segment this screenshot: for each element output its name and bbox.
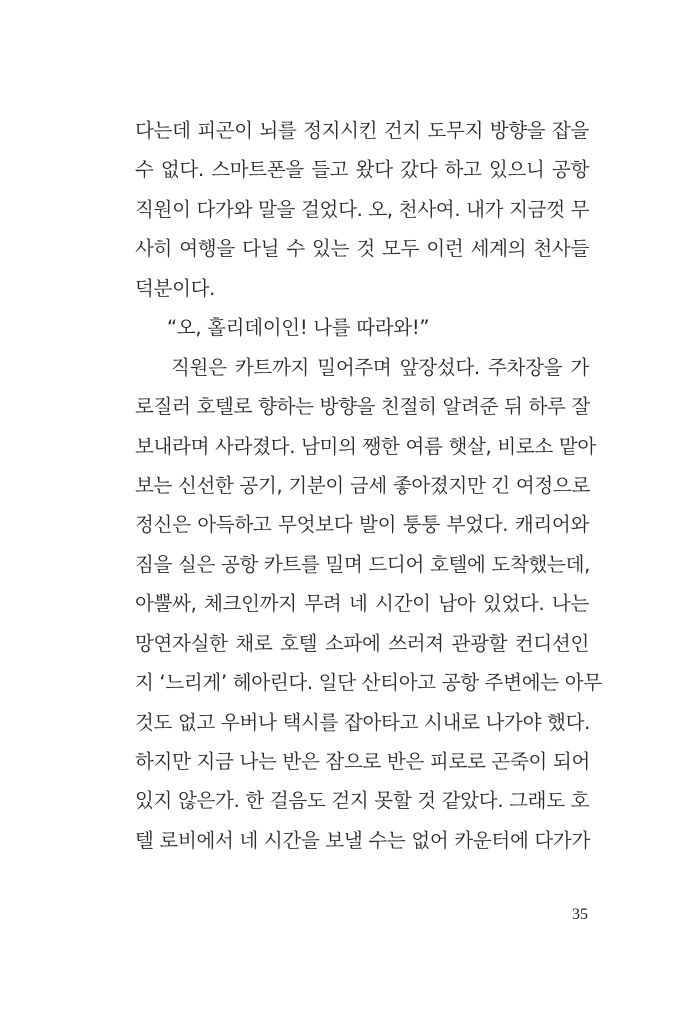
text-line: 덕분이다. bbox=[135, 276, 216, 300]
text-line: 망연자실한 채로 호텔 소파에 쓰러져 관광할 컨디션인 bbox=[135, 631, 589, 655]
text-line: 다는데 피곤이 뇌를 정지시킨 건지 도무지 방향을 잡을 bbox=[135, 119, 589, 142]
text-line: 보내라며 사라졌다. 남미의 쨍한 여름 햇살, 비로소 맡아 bbox=[135, 434, 596, 458]
text-line: 보는 신선한 공기, 기분이 금세 좋아졌지만 긴 여정으로 bbox=[135, 473, 591, 497]
text-line: 수 없다. 스마트폰을 들고 왔다 갔다 하고 있으니 공항 bbox=[135, 158, 589, 182]
text-line: 지 ‘느리게’ 헤아린다. 일단 산티아고 공항 주변에는 아무 bbox=[135, 671, 602, 695]
text-line: 정신은 아득하고 무엇보다 발이 퉁퉁 부었다. 캐리어와 bbox=[135, 513, 589, 537]
body-text bbox=[135, 111, 602, 860]
text-line: 있지 않은가. 한 걸음도 걷지 못할 것 같았다. 그래도 호 bbox=[135, 789, 590, 813]
text-line: 짐을 실은 공항 카트를 밀며 드디어 호텔에 도착했는데, bbox=[135, 552, 591, 576]
text-line: 로질러 호텔로 향하는 방향을 친절히 알려준 뒤 하루 잘 bbox=[135, 395, 591, 419]
text-line: 직원은 카트까지 밀어주며 앞장섰다. 주차장을 가 bbox=[171, 355, 589, 379]
text-line: 아뿔싸, 체크인까지 무려 네 시간이 남아 있었다. 나는 bbox=[135, 592, 589, 616]
text-line: 하지만 지금 나는 반은 잠으로 반은 피로로 곤죽이 되어 bbox=[135, 750, 591, 773]
text-line: 것도 없고 우버나 택시를 잡아타고 시내로 나가야 했다. bbox=[135, 710, 591, 734]
text-line: 직원이 다가와 말을 걸었다. 오, 천사여. 내가 지금껏 무 bbox=[135, 197, 590, 221]
page-number: 35 bbox=[572, 906, 588, 923]
text-line: 사히 여행을 다닐 수 있는 것 모두 이런 세계의 천사들 bbox=[135, 237, 589, 261]
dialogue-line: “오, 홀리데이인! 나를 따라와!” bbox=[167, 316, 430, 340]
text-line: 텔 로비에서 네 시간을 보낼 수는 없어 카운터에 다가가 bbox=[135, 828, 591, 852]
